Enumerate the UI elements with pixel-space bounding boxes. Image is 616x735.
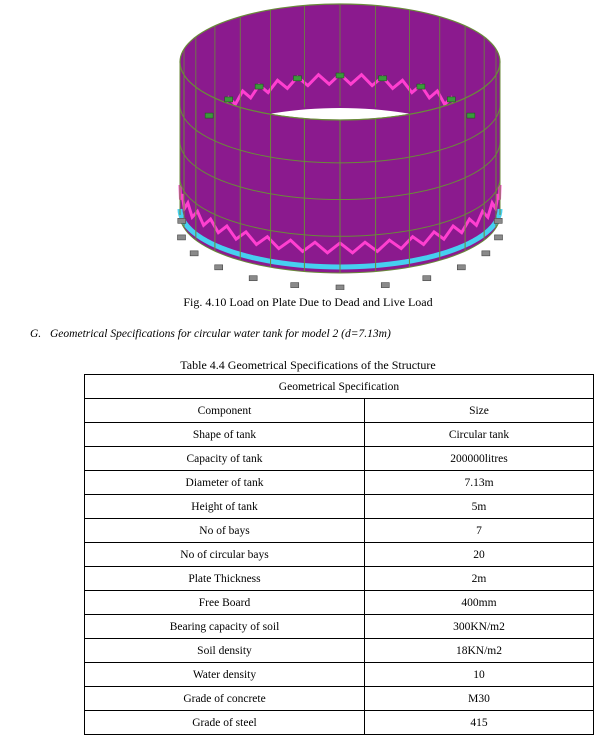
spec-table xyxy=(84,374,594,735)
support-node xyxy=(379,76,387,81)
support-node xyxy=(249,276,257,281)
section-heading xyxy=(30,328,391,340)
support-node xyxy=(417,84,425,89)
figure-caption: Fig. 4.10 Load on Plate Due to Dead and Live Load xyxy=(183,295,433,309)
table-row xyxy=(85,495,594,519)
size-cell: 7 xyxy=(365,519,594,543)
support-node xyxy=(205,113,213,118)
size-cell: 2m xyxy=(365,567,594,591)
component-cell: Bearing capacity of soil xyxy=(85,615,365,639)
support-node xyxy=(336,73,344,78)
component-cell: Free Board xyxy=(85,591,365,615)
component-cell: Soil density xyxy=(85,639,365,663)
support-node xyxy=(215,265,223,270)
size-cell: 20 xyxy=(365,543,594,567)
column-header-component: Component xyxy=(85,399,365,423)
size-cell: 300KN/m2 xyxy=(365,615,594,639)
support-node xyxy=(178,218,186,223)
support-node xyxy=(177,235,185,240)
section-letter: G. xyxy=(30,328,42,340)
table-caption: Table 4.4 Geometrical Specifications of the Structure xyxy=(180,358,436,372)
support-node xyxy=(381,283,389,288)
support-node xyxy=(494,218,502,223)
size-cell: Circular tank xyxy=(365,423,594,447)
support-node xyxy=(482,251,490,256)
support-node xyxy=(495,235,503,240)
size-cell: 18KN/m2 xyxy=(365,639,594,663)
tank-3d-model-image xyxy=(160,0,520,290)
support-node xyxy=(293,76,301,81)
component-cell: Diameter of tank xyxy=(85,471,365,495)
section-title: Geometrical Specifications for circular water tank for model 2 (d=7.13m) xyxy=(50,328,391,340)
table-row xyxy=(85,519,594,543)
tank-figure xyxy=(160,0,520,290)
support-node xyxy=(291,283,299,288)
support-node xyxy=(190,251,198,256)
column-header-row xyxy=(85,399,594,423)
size-cell: 10 xyxy=(365,663,594,687)
component-cell: Water density xyxy=(85,663,365,687)
component-cell: Capacity of tank xyxy=(85,447,365,471)
size-cell: 400mm xyxy=(365,591,594,615)
table-row xyxy=(85,591,594,615)
table-row xyxy=(85,687,594,711)
table-row xyxy=(85,543,594,567)
table-row xyxy=(85,447,594,471)
size-cell: 5m xyxy=(365,495,594,519)
support-node xyxy=(225,97,233,102)
size-cell: 200000litres xyxy=(365,447,594,471)
table-row xyxy=(85,471,594,495)
support-node xyxy=(447,97,455,102)
column-header-size: Size xyxy=(365,399,594,423)
support-node xyxy=(336,285,344,290)
size-cell: 7.13m xyxy=(365,471,594,495)
table-row xyxy=(85,711,594,735)
table-header: Geometrical Specification xyxy=(85,375,594,399)
component-cell: Grade of steel xyxy=(85,711,365,735)
support-node xyxy=(467,113,475,118)
table-row xyxy=(85,567,594,591)
size-cell: 415 xyxy=(365,711,594,735)
component-cell: Shape of tank xyxy=(85,423,365,447)
table-row xyxy=(85,423,594,447)
support-node xyxy=(255,84,263,89)
size-cell: M30 xyxy=(365,687,594,711)
component-cell: No of bays xyxy=(85,519,365,543)
support-node xyxy=(423,276,431,281)
table-row xyxy=(85,639,594,663)
table-row xyxy=(85,615,594,639)
component-cell: Plate Thickness xyxy=(85,567,365,591)
table-header-row xyxy=(85,375,594,399)
component-cell: No of circular bays xyxy=(85,543,365,567)
table-row xyxy=(85,663,594,687)
component-cell: Height of tank xyxy=(85,495,365,519)
component-cell: Grade of concrete xyxy=(85,687,365,711)
support-node xyxy=(457,265,465,270)
